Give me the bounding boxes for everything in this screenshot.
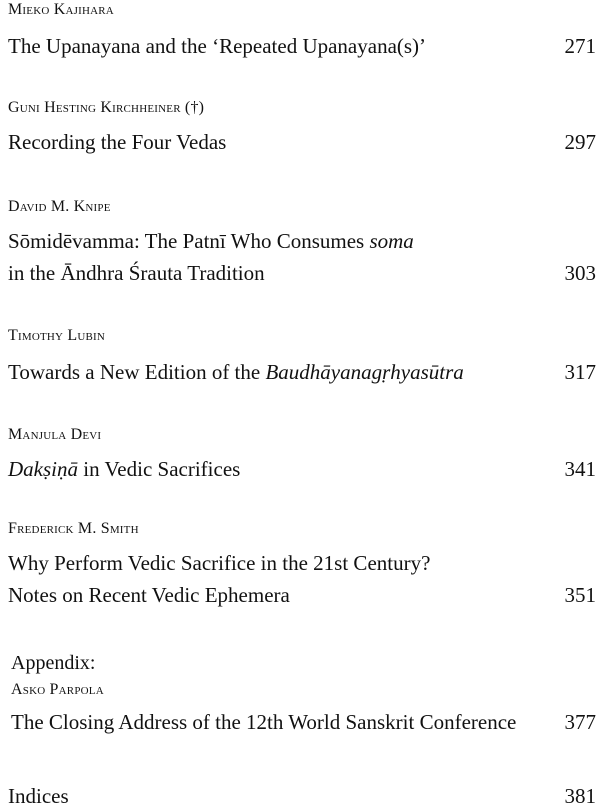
toc-entry (8, 648, 598, 738)
author-name: Timothy Lubin (8, 327, 106, 344)
entry-title: Sōmidēvamma: The Patnī Who Consumes soma (8, 229, 414, 253)
toc-entry (8, 326, 598, 388)
author-name: Mieko Kajihara (8, 1, 114, 18)
appendix-label: Appendix: (11, 652, 96, 674)
entry-title: Recording the Four Vedas (8, 130, 227, 154)
toc-entry (8, 780, 598, 812)
entry-title-italic: soma (369, 229, 414, 253)
entry-line (8, 547, 598, 579)
entry-line (8, 780, 598, 812)
page-number: 351 (564, 583, 596, 607)
toc-entry (8, 98, 598, 158)
toc-entry (8, 425, 598, 485)
entry-line (8, 30, 598, 62)
author-name: Asko Parpola (11, 681, 104, 698)
page-number: 341 (564, 457, 596, 481)
entry-title: Indices (8, 784, 69, 808)
page-number: 303 (564, 261, 596, 285)
entry-line (11, 706, 598, 738)
toc-entry (8, 0, 598, 62)
author-name: David M. Knipe (8, 198, 111, 215)
entry-title: Why Perform Vedic Sacrifice in the 21st Century? (8, 551, 431, 575)
entry-line (8, 356, 598, 388)
entry-line (8, 225, 598, 257)
toc-entry (8, 197, 598, 289)
entry-title-italic: Dakṣiṇā (8, 457, 78, 481)
entry-title: Towards a New Edition of the Baudhāyanagṛhyasūtra (8, 360, 464, 384)
entry-title-italic: Baudhāyanagṛhyasūtra (265, 360, 464, 384)
page-number: 317 (564, 360, 596, 384)
author-name: Frederick M. Smith (8, 520, 139, 537)
entry-title-continued: Notes on Recent Vedic Ephemera (8, 583, 290, 607)
page-number: 377 (564, 710, 596, 734)
page-number: 381 (564, 784, 596, 808)
entry-line (8, 257, 598, 289)
author-name: Manjula Devi (8, 426, 102, 443)
entry-title-continued: in the Āndhra Śrauta Tradition (8, 261, 265, 285)
page-number: 297 (564, 130, 596, 154)
entry-title: Dakṣiṇā in Vedic Sacrifices (8, 457, 241, 481)
entry-line (8, 453, 598, 485)
page-number: 271 (564, 34, 596, 58)
author-name: Guni Hesting Kirchheiner (†) (8, 99, 205, 116)
entry-title: The Closing Address of the 12th World Sanskrit Conference (11, 710, 517, 734)
toc-entry (8, 519, 598, 611)
entry-title: The Upanayana and the ‘Repeated Upanayana(s)’ (8, 34, 427, 58)
entry-line (8, 126, 598, 158)
entry-line (8, 579, 598, 611)
